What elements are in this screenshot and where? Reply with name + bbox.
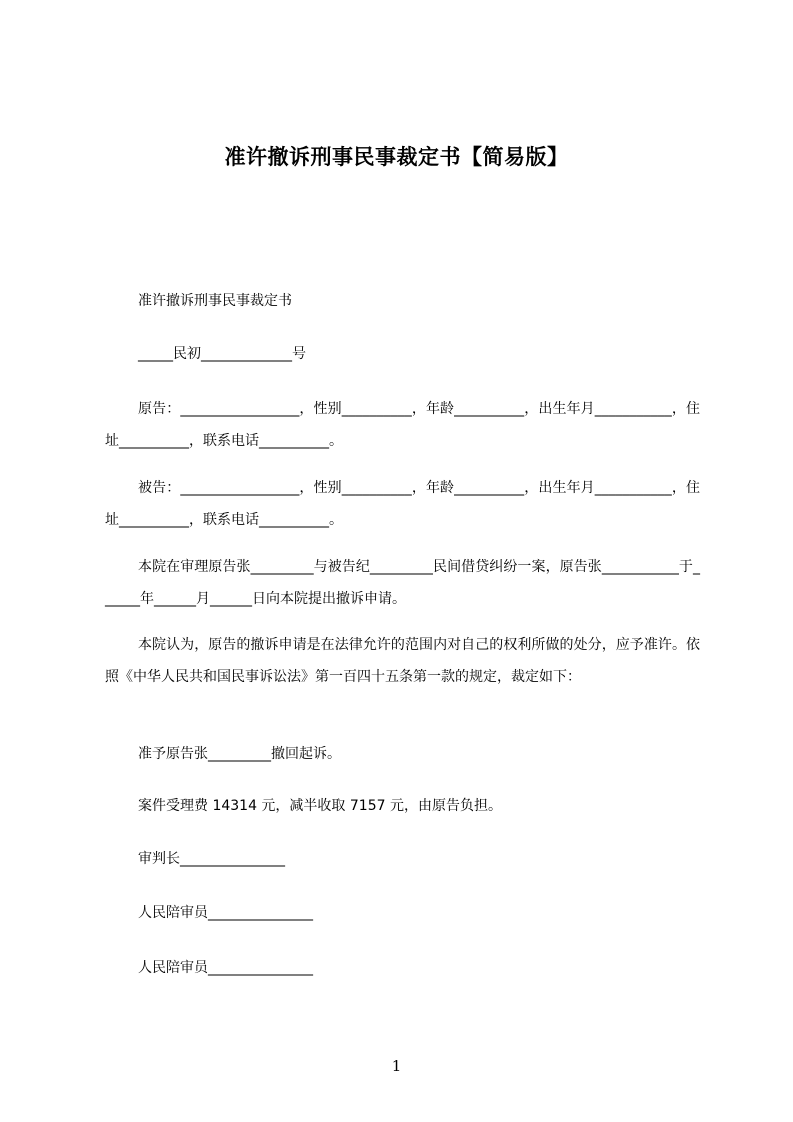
- presiding-judge-line: 审判长_______________: [138, 851, 285, 867]
- page-number: 1: [391, 1057, 402, 1075]
- document-title: 准许撤诉刑事民事裁定书【简易版】: [224, 145, 569, 169]
- juror-line-1: 人民陪审员_______________: [138, 905, 313, 921]
- plaintiff-info: 原告：_________________，性别__________，年龄__________，出生年月___________，住址__________，联系电话__________。: [105, 401, 700, 449]
- defendant-info: 被告：_________________，性别__________，年龄__________，出生年月___________，住址__________，联系电话__________。: [105, 480, 700, 528]
- case-intro-paragraph: 本院在审理原告张_________与被告纪_________民间借贷纠纷一案，原告张___________于______年______月______日向本院提出撤诉申请。: [105, 559, 700, 607]
- ruling-paragraph: 准予原告张_________撤回起诉。: [138, 746, 341, 762]
- juror-line-2: 人民陪审员_______________: [138, 960, 313, 976]
- fee-paragraph: 案件受理费 14314 元，减半收取 7157 元，由原告负担。: [138, 798, 502, 814]
- court-opinion-paragraph: 本院认为，原告的撤诉申请是在法律允许的范围内对自己的权利所做的处分，应予准许。依照《中华人民共和国民事诉讼法》第一百四十五条第一款的规定，裁定如下：: [105, 637, 700, 685]
- document-heading: 准许撤诉刑事民事裁定书: [138, 293, 292, 309]
- case-number-line: _____民初_____________号: [138, 346, 306, 362]
